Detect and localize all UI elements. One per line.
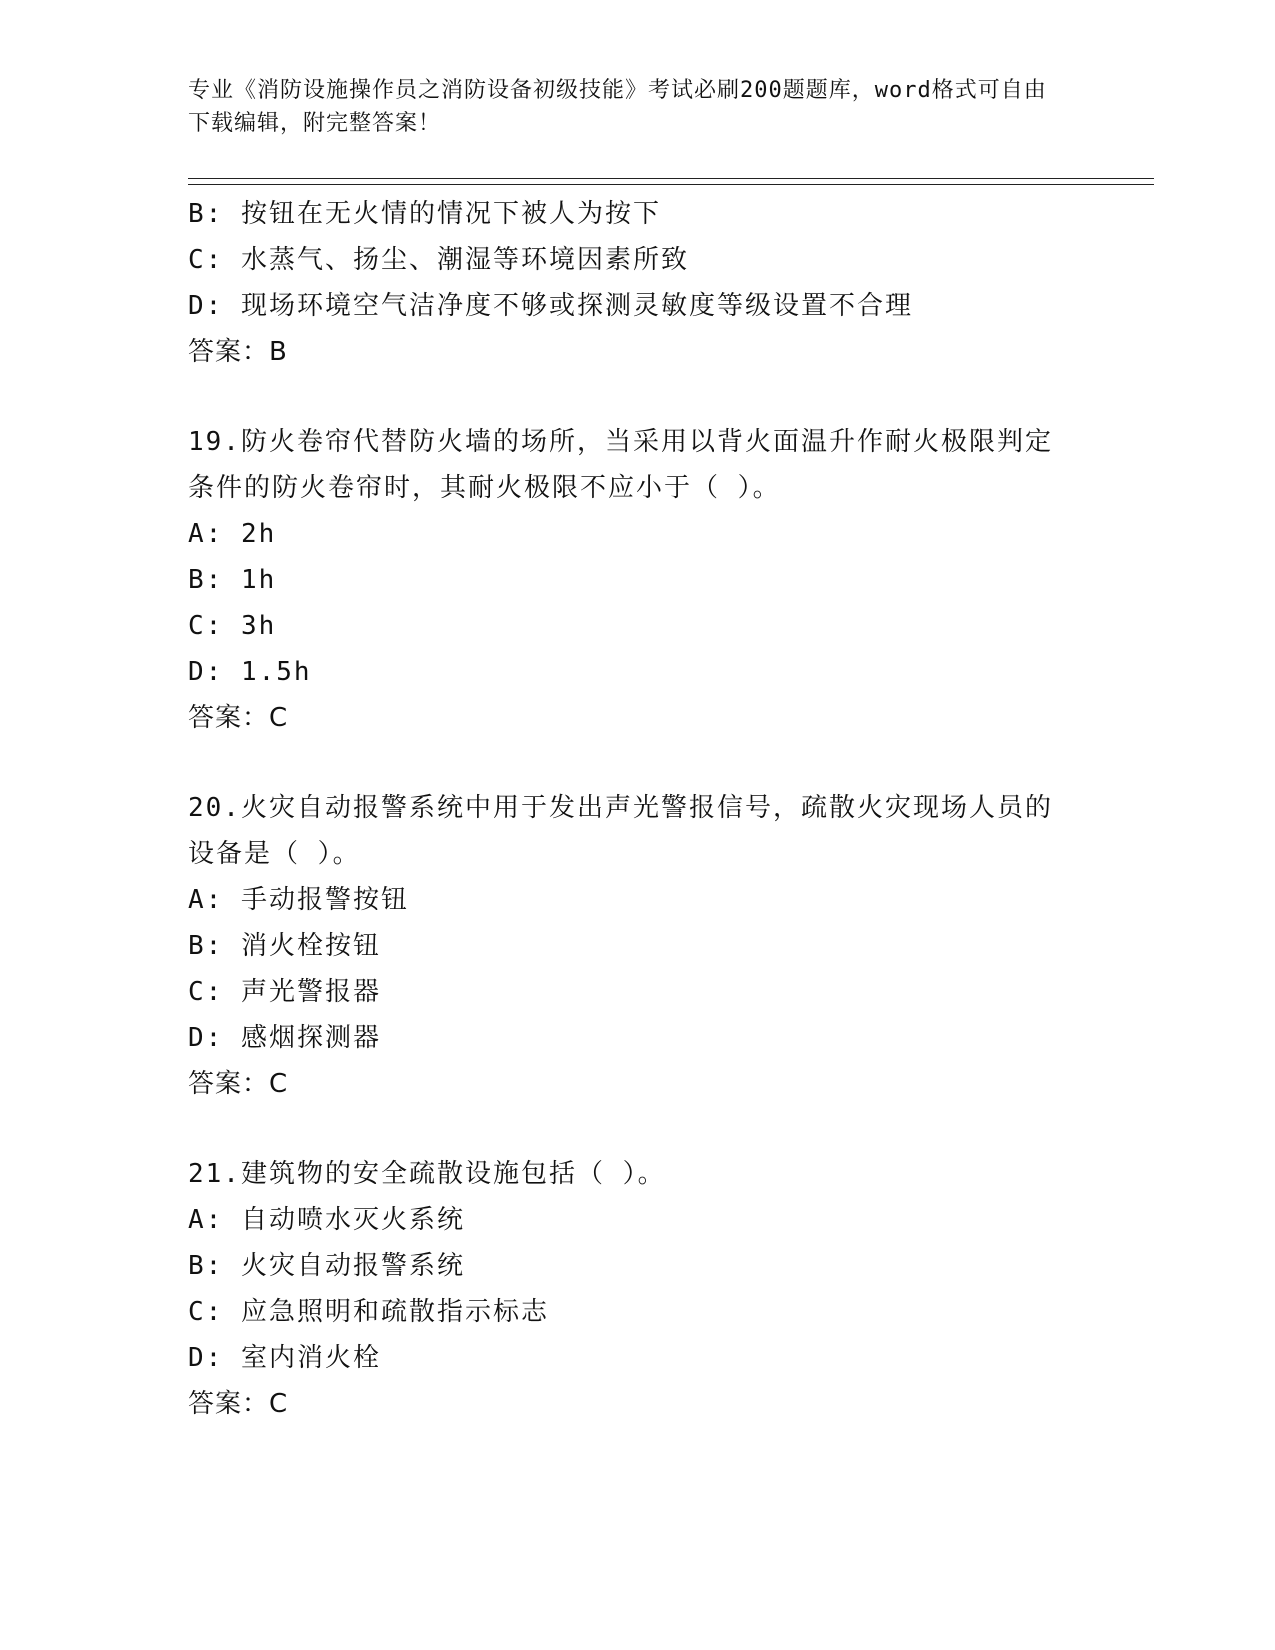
question-stem: 20.火灾自动报警系统中用于发出声光警报信号，疏散火灾现场人员的设备是（ ）。: [188, 793, 1053, 869]
header-divider-top: [188, 178, 1154, 179]
question-20: [188, 785, 1088, 1107]
header-divider-bottom: [188, 184, 1154, 185]
option-a: A: 手动报警按钮: [188, 885, 409, 915]
option-c: C: 应急照明和疏散指示标志: [188, 1297, 549, 1327]
option-d: D: 1.5h: [188, 657, 312, 687]
answer-line: 答案：C: [188, 1069, 289, 1099]
question-stem: 21.建筑物的安全疏散设施包括（ ）。: [188, 1159, 666, 1189]
option-c: C: 3h: [188, 611, 277, 641]
question-18-tail: [188, 191, 1088, 375]
option-b: B: 火灾自动报警系统: [188, 1251, 465, 1281]
question-21: [188, 1151, 1088, 1427]
option-d: D: 室内消火栓: [188, 1343, 381, 1373]
answer-line: 答案：B: [188, 337, 288, 367]
answer-line: 答案：C: [188, 703, 289, 733]
option-b: B: 消火栓按钮: [188, 931, 381, 961]
document-header: 专业《消防设施操作员之消防设备初级技能》考试必刷200题题库，word格式可自由下载编辑，附完整答案！: [188, 78, 1047, 136]
spacer: [188, 741, 1088, 785]
spacer: [188, 1107, 1088, 1151]
option-b: B: 按钮在无火情的情况下被人为按下: [188, 199, 661, 229]
option-d: D: 感烟探测器: [188, 1023, 381, 1053]
question-content: [188, 191, 1088, 1427]
question-stem: 19.防火卷帘代替防火墙的场所，当采用以背火面温升作耐火极限判定条件的防火卷帘时，其耐火极限不应小于（ ）。: [188, 427, 1053, 503]
spacer: [188, 375, 1088, 419]
question-19: [188, 419, 1088, 741]
option-c: C: 声光警报器: [188, 977, 381, 1007]
option-a: A: 2h: [188, 519, 277, 549]
option-b: B: 1h: [188, 565, 277, 595]
option-c: C: 水蒸气、扬尘、潮湿等环境因素所致: [188, 245, 689, 275]
answer-line: 答案：C: [188, 1389, 289, 1419]
option-a: A: 自动喷水灭火系统: [188, 1205, 465, 1235]
option-d: D: 现场环境空气洁净度不够或探测灵敏度等级设置不合理: [188, 291, 913, 321]
